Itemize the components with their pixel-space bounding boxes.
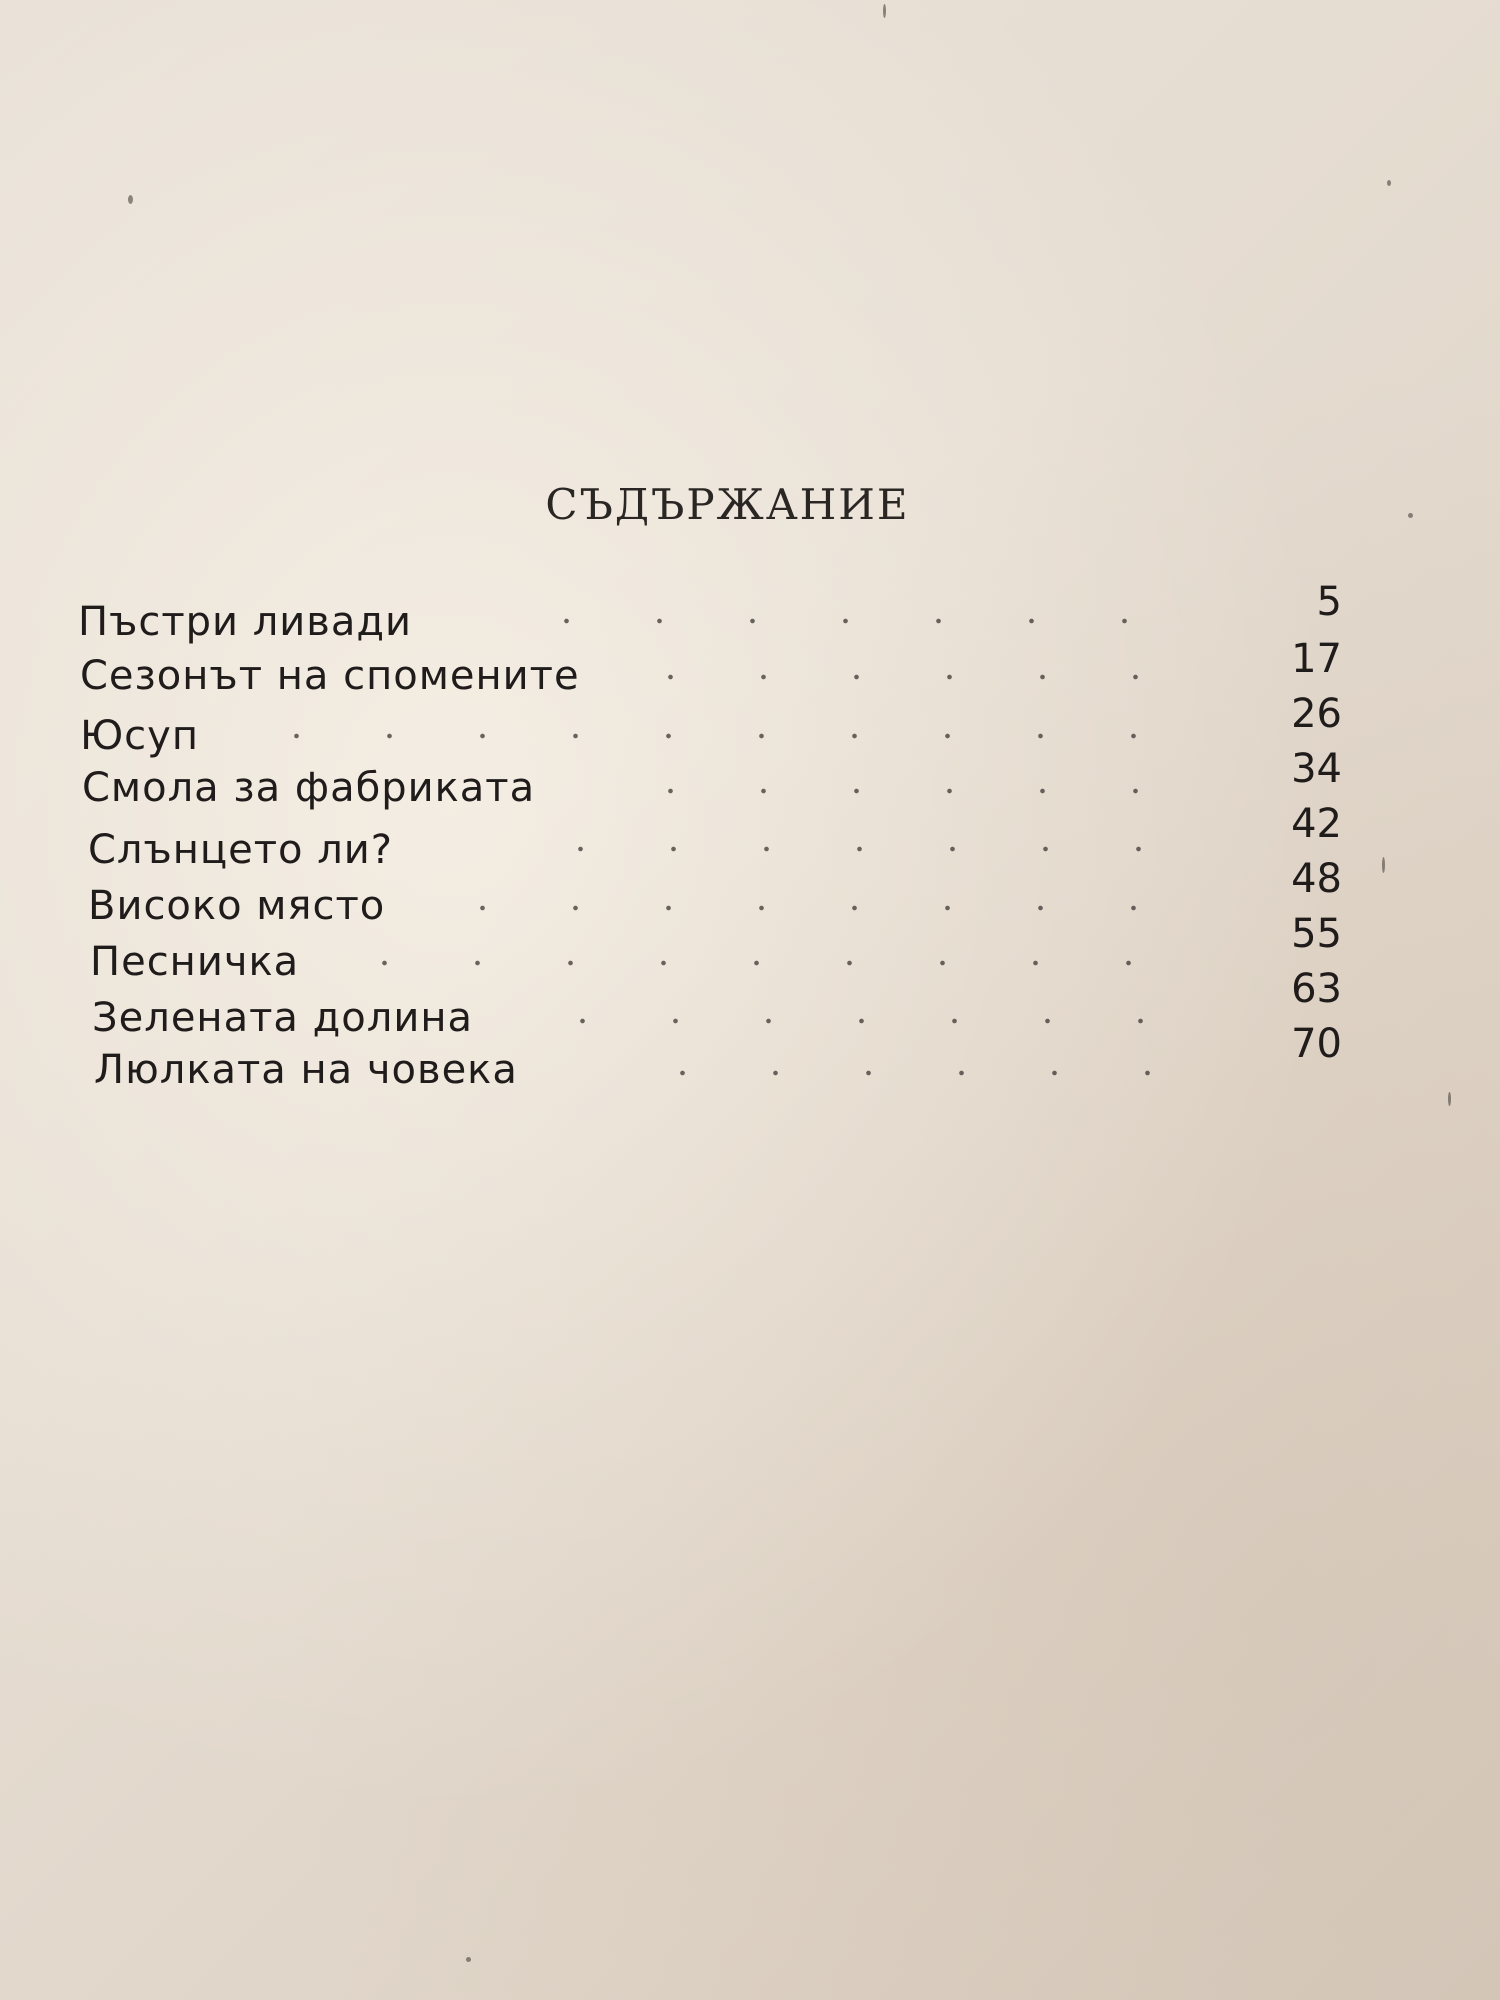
toc-entry-page: 5 bbox=[1316, 579, 1342, 625]
leader-dots bbox=[636, 1070, 1214, 1076]
toc-entry-title: Зелената долина bbox=[92, 995, 473, 1041]
toc-entry-page: 55 bbox=[1291, 911, 1342, 957]
toc-entry-page: 42 bbox=[1291, 801, 1342, 847]
toc-entry-title: Слънцето ли? bbox=[88, 827, 394, 873]
toc-entry-title: Смола за фабриката bbox=[82, 765, 536, 811]
toc-entry-title: Юсуп bbox=[80, 713, 199, 759]
leader-dots bbox=[250, 733, 1210, 739]
leader-dots bbox=[338, 960, 1214, 966]
toc-entry-page: 48 bbox=[1291, 856, 1342, 902]
leader-dots bbox=[536, 1018, 1214, 1024]
leader-dots bbox=[436, 905, 1214, 911]
toc-entry-title: Високо място bbox=[88, 883, 386, 929]
toc-entry-page: 17 bbox=[1291, 636, 1342, 682]
leader-dots bbox=[520, 618, 1210, 624]
leader-dots bbox=[624, 788, 1214, 794]
toc-entry-title: Песничка bbox=[90, 939, 300, 985]
toc-entry-title: Пъстри ливади bbox=[78, 599, 413, 645]
leader-dots bbox=[624, 674, 1214, 680]
toc-entry-page: 63 bbox=[1291, 966, 1342, 1012]
toc-entry-page: 70 bbox=[1291, 1021, 1342, 1067]
toc-entry-title: Сезонът на спомените bbox=[80, 653, 580, 699]
toc-entry-title: Люлката на човека bbox=[94, 1047, 518, 1093]
toc-entry-page: 26 bbox=[1291, 691, 1342, 737]
leader-dots bbox=[534, 846, 1214, 852]
contents-heading: СЪДЪРЖАНИЕ bbox=[545, 480, 910, 529]
toc-entry-page: 34 bbox=[1291, 746, 1342, 792]
